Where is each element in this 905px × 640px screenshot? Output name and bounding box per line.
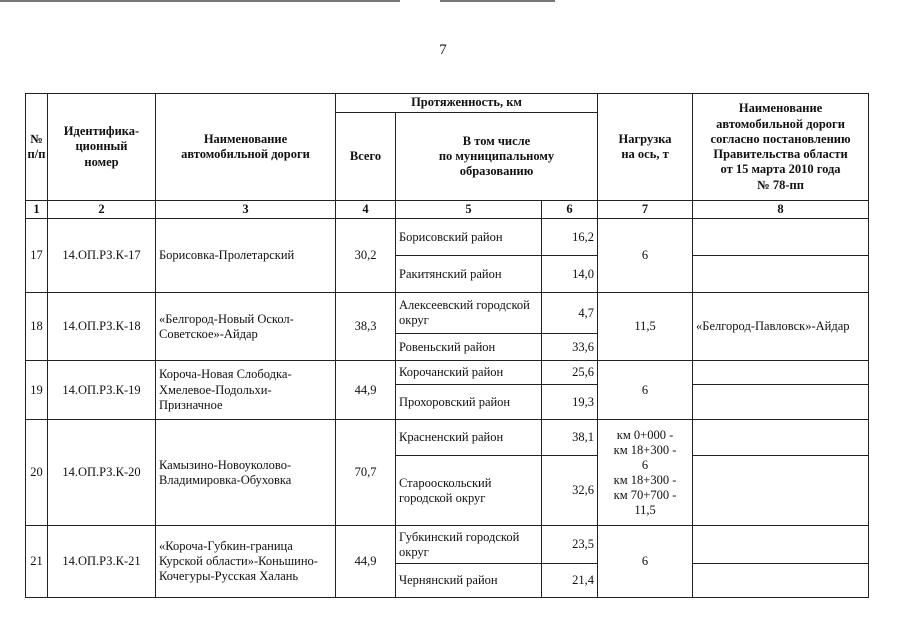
row-decree-empty — [693, 564, 869, 598]
row-num: 20 — [26, 420, 48, 526]
column-number-row — [26, 201, 869, 219]
table-row — [26, 420, 869, 456]
row-district: Корочанский район — [396, 361, 542, 385]
row-district-km: 21,4 — [542, 564, 598, 598]
row-decree-empty — [693, 456, 869, 526]
row-district-km: 23,5 — [542, 526, 598, 564]
row-id: 14.ОП.РЗ.К-21 — [48, 526, 156, 598]
row-id: 14.ОП.РЗ.К-20 — [48, 420, 156, 526]
row-decree-name — [693, 526, 869, 564]
axle-load-segment: км 0+000 - км 18+300 - 6 — [613, 427, 677, 472]
row-district: Старооскольский городской округ — [396, 456, 542, 526]
row-road-name: Борисовка-Пролетарский — [156, 219, 336, 293]
row-district: Прохоровский район — [396, 385, 542, 420]
col-number: 8 — [693, 201, 869, 219]
row-num: 19 — [26, 361, 48, 420]
row-num: 21 — [26, 526, 48, 598]
row-road-name: «Белгород-Новый Оскол-Советское»-Айдар — [156, 293, 336, 361]
header-total: Всего — [336, 113, 396, 201]
row-district: Чернянский район — [396, 564, 542, 598]
row-decree-name — [693, 420, 869, 456]
row-district-km: 33,6 — [542, 334, 598, 361]
row-total: 30,2 — [336, 219, 396, 293]
row-decree-name — [693, 361, 869, 385]
row-district-km: 14,0 — [542, 256, 598, 293]
page-number: 7 — [439, 42, 447, 58]
row-id: 14.ОП.РЗ.К-18 — [48, 293, 156, 361]
row-decree-empty — [693, 256, 869, 293]
col-number: 7 — [598, 201, 693, 219]
header-including: В том числе по муниципальному образованию — [396, 113, 598, 201]
row-num: 17 — [26, 219, 48, 293]
row-axle-load-segments — [598, 420, 693, 526]
row-district: Губкинский городской округ — [396, 526, 542, 564]
row-district: Красненский район — [396, 420, 542, 456]
col-number: 6 — [542, 201, 598, 219]
col-number: 2 — [48, 201, 156, 219]
row-district-km: 4,7 — [542, 293, 598, 334]
col-number: 4 — [336, 201, 396, 219]
row-district: Алексеевский городской округ — [396, 293, 542, 334]
table-row — [26, 526, 869, 564]
row-axle-load: 6 — [598, 219, 693, 293]
row-district-km: 38,1 — [542, 420, 598, 456]
scan-top-rule — [0, 0, 400, 2]
scan-top-rule-right — [440, 0, 555, 2]
row-id: 14.ОП.РЗ.К-19 — [48, 361, 156, 420]
row-decree-name: «Белгород-Павловск»-Айдар — [693, 293, 869, 361]
header-axle-load: Нагрузка на ось, т — [598, 94, 693, 201]
row-total: 44,9 — [336, 526, 396, 598]
axle-load-segment: км 18+300 - км 70+700 - 11,5 — [613, 472, 677, 517]
row-total: 70,7 — [336, 420, 396, 526]
header-road-name: Наименование автомобильной дороги — [156, 94, 336, 201]
row-decree-name — [693, 219, 869, 256]
row-axle-load: 6 — [598, 361, 693, 420]
row-district-km: 19,3 — [542, 385, 598, 420]
col-number: 1 — [26, 201, 48, 219]
row-id: 14.ОП.РЗ.К-17 — [48, 219, 156, 293]
row-road-name: «Короча-Губкин-граница Курской области»-Коньшино-Кочегуры-Русская Халань — [156, 526, 336, 598]
row-decree-empty — [693, 385, 869, 420]
row-district-km: 25,6 — [542, 361, 598, 385]
table-row — [26, 219, 869, 256]
row-num: 18 — [26, 293, 48, 361]
row-axle-load: 11,5 — [598, 293, 693, 361]
row-district-km: 32,6 — [542, 456, 598, 526]
table-row — [26, 361, 869, 385]
row-district: Борисовский район — [396, 219, 542, 256]
header-decree-name: Наименование автомобильной дороги согласно постановлению Правительства области от 15 марта 2010 года № 78-пп — [693, 94, 869, 201]
header-id: Идентифика- ционный номер — [48, 94, 156, 201]
row-axle-load: 6 — [598, 526, 693, 598]
row-total: 44,9 — [336, 361, 396, 420]
table-row — [26, 293, 869, 334]
col-number: 3 — [156, 201, 336, 219]
row-road-name: Камызино-Новоуколово-Владимировка-Обуховка — [156, 420, 336, 526]
row-district: Ракитянский район — [396, 256, 542, 293]
row-district: Ровеньский район — [396, 334, 542, 361]
header-length-group: Протяженность, км — [336, 94, 598, 113]
roads-table — [25, 93, 869, 598]
row-total: 38,3 — [336, 293, 396, 361]
header-num: № п/п — [26, 94, 48, 201]
col-number: 5 — [396, 201, 542, 219]
row-district-km: 16,2 — [542, 219, 598, 256]
row-road-name: Короча-Новая Слободка-Хмелевое-Подольхи-Призначное — [156, 361, 336, 420]
